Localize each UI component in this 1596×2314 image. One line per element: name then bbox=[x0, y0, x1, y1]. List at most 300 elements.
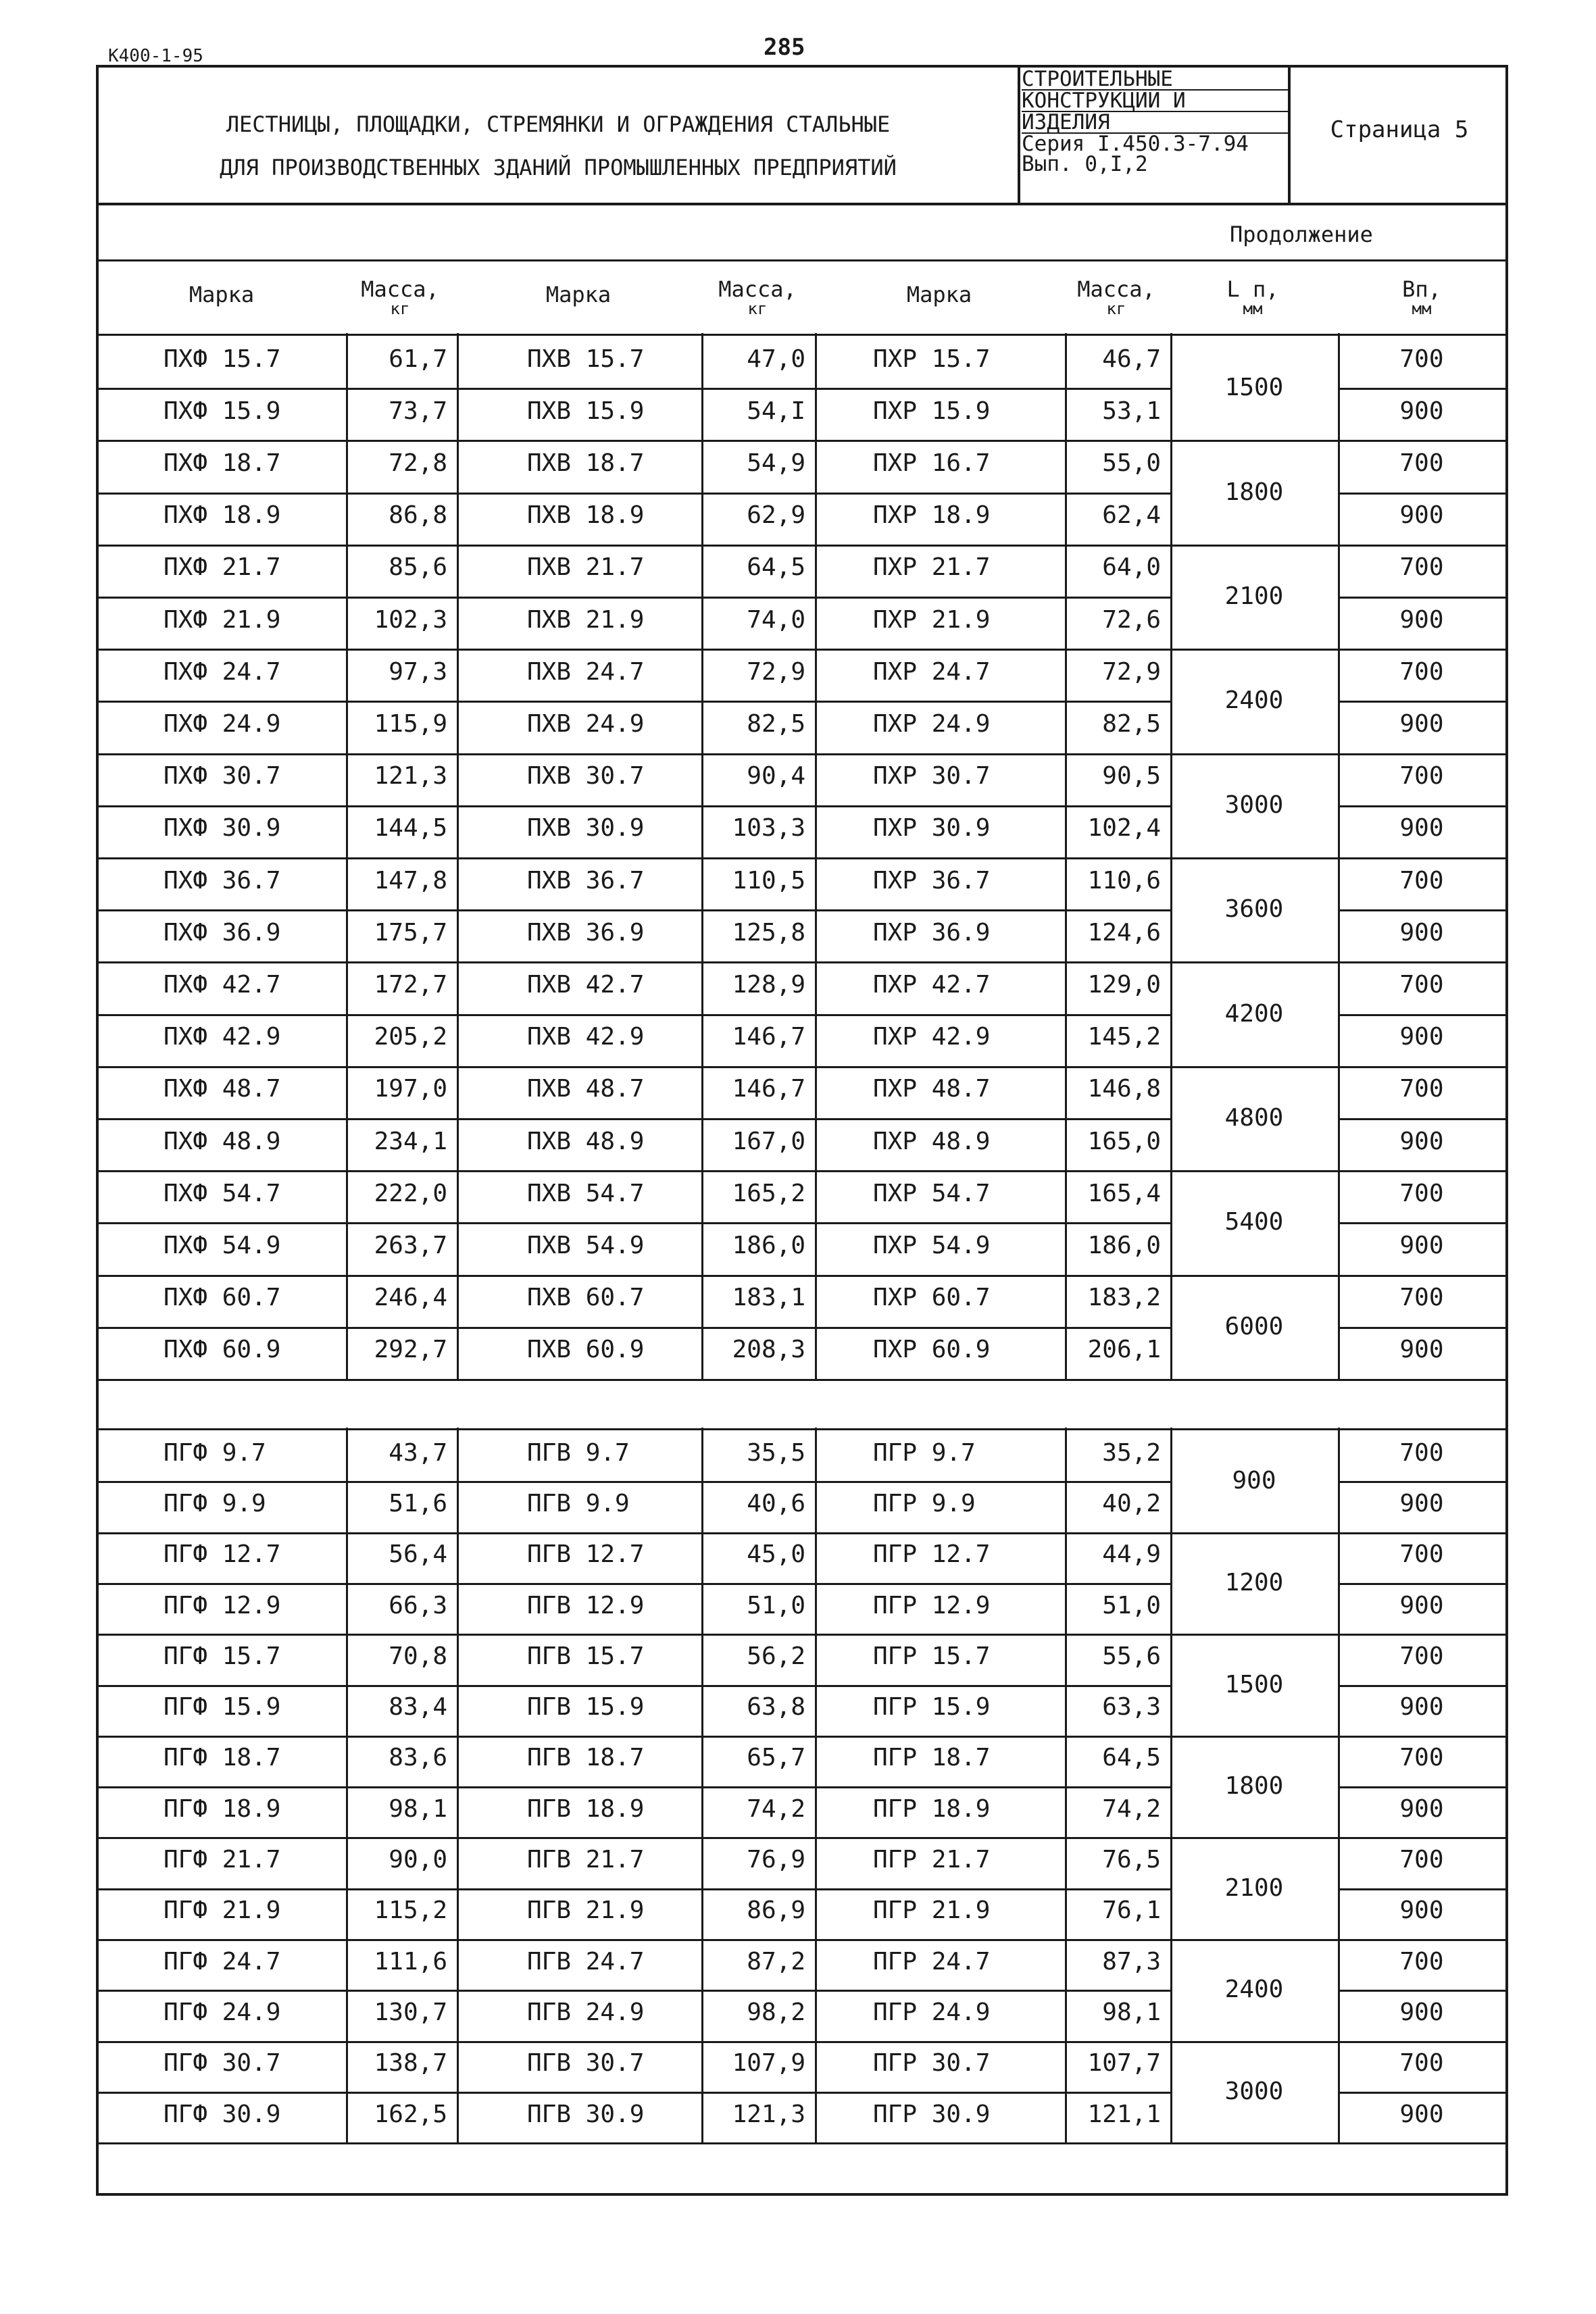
title-divider bbox=[1018, 68, 1020, 203]
mass-cell: 121,1 bbox=[1087, 2100, 1161, 2128]
bp-cell: 700 bbox=[1399, 1179, 1444, 1207]
mark-cell: ПГФ 30.9 bbox=[164, 2100, 281, 2128]
row-divider bbox=[1338, 1327, 1505, 1329]
row-divider bbox=[1338, 1532, 1505, 1534]
mark-cell: ПГФ 12.9 bbox=[164, 1591, 281, 1619]
mass-cell: 146,7 bbox=[732, 1075, 805, 1103]
mass-cell: 165,4 bbox=[1087, 1179, 1161, 1207]
column-divider bbox=[1338, 1428, 1340, 2142]
mark-cell: ПГР 9.7 bbox=[873, 1438, 976, 1467]
page-number: 285 bbox=[764, 34, 805, 61]
lp-cell: 1200 bbox=[1224, 1568, 1284, 1596]
bp-cell: 900 bbox=[1399, 710, 1444, 738]
mark-cell: ПХВ 48.9 bbox=[527, 1127, 645, 1155]
mark-cell: ПГР 24.7 bbox=[873, 1947, 991, 1976]
mark-cell: ПХФ 60.7 bbox=[164, 1284, 281, 1312]
document-code: К400-1-95 bbox=[108, 46, 203, 66]
mark-cell: ПГФ 24.7 bbox=[164, 1947, 281, 1976]
row-divider bbox=[99, 1481, 1170, 1483]
row-divider bbox=[99, 961, 1170, 963]
mass-cell: 292,7 bbox=[374, 1336, 447, 1364]
row-divider bbox=[99, 2142, 1505, 2144]
series-line-2: КОНСТРУКЦИИ И bbox=[1022, 91, 1288, 112]
mark-cell: ПГФ 9.7 bbox=[164, 1438, 266, 1467]
mass-cell: 197,0 bbox=[374, 1075, 447, 1103]
lp-cell: 2400 bbox=[1224, 1976, 1284, 2004]
document-title bbox=[99, 103, 1018, 189]
mass-cell: 111,6 bbox=[374, 1947, 447, 1976]
mass-cell: 72,6 bbox=[1102, 605, 1161, 634]
row-divider bbox=[99, 597, 1170, 599]
row-divider bbox=[1170, 857, 1338, 859]
mass-cell: 98,2 bbox=[747, 1998, 805, 2026]
mark-cell: ПГР 12.9 bbox=[873, 1591, 991, 1619]
mass-cell: 35,2 bbox=[1102, 1438, 1161, 1467]
mark-cell: ПГВ 24.9 bbox=[527, 1998, 645, 2026]
mass-cell: 43,7 bbox=[389, 1438, 447, 1467]
mark-cell: ПХР 54.9 bbox=[873, 1232, 991, 1259]
column-divider bbox=[1065, 1428, 1067, 2142]
mass-cell: 206,1 bbox=[1087, 1336, 1161, 1364]
column-divider bbox=[701, 1428, 703, 2142]
mass-cell: 138,7 bbox=[374, 2049, 447, 2078]
row-divider bbox=[99, 1786, 1170, 1788]
mass-cell: 125,8 bbox=[732, 918, 805, 947]
mass-cell: 90,4 bbox=[747, 762, 805, 790]
mark-cell: ПХВ 54.9 bbox=[527, 1232, 645, 1259]
row-divider bbox=[1338, 753, 1505, 755]
series-number: Серия I.450.3-7.94 bbox=[1022, 132, 1249, 156]
mark-cell: ПХР 30.7 bbox=[873, 762, 991, 790]
mass-cell: 46,7 bbox=[1102, 345, 1161, 373]
mass-cell: 208,3 bbox=[732, 1336, 805, 1364]
mark-cell: ПГР 18.7 bbox=[873, 1744, 991, 1772]
mark-cell: ПГР 30.9 bbox=[873, 2100, 991, 2128]
mass-cell: 146,8 bbox=[1087, 1075, 1161, 1103]
row-divider bbox=[1338, 2092, 1505, 2094]
mark-cell: ПХФ 60.9 bbox=[164, 1336, 281, 1364]
col-header-lp bbox=[1170, 278, 1335, 318]
lp-cell: 2100 bbox=[1224, 582, 1284, 610]
bp-cell: 900 bbox=[1399, 1693, 1444, 1721]
mass-cell: 40,2 bbox=[1102, 1489, 1161, 1517]
row-divider bbox=[1338, 1222, 1505, 1224]
mark-cell: ПХР 21.7 bbox=[873, 553, 991, 582]
mass-cell: 54,I bbox=[747, 397, 805, 425]
lp-cell: 1800 bbox=[1224, 1772, 1284, 1801]
row-divider bbox=[99, 1379, 1505, 1381]
row-divider bbox=[1338, 1685, 1505, 1687]
row-divider bbox=[99, 2041, 1170, 2043]
bp-cell: 900 bbox=[1399, 397, 1444, 425]
row-divider bbox=[1338, 649, 1505, 651]
mass-cell: 90,0 bbox=[389, 1846, 447, 1874]
mark-cell: ПГФ 21.9 bbox=[164, 1896, 281, 1925]
col-header-mark: Марка bbox=[545, 282, 612, 307]
mark-cell: ПХФ 30.9 bbox=[164, 814, 281, 842]
row-divider bbox=[99, 909, 1170, 911]
continuation-label: Продолжение bbox=[1230, 222, 1373, 247]
mass-cell: 246,4 bbox=[374, 1284, 447, 1312]
mark-cell: ПХР 48.7 bbox=[873, 1075, 991, 1103]
row-divider bbox=[1170, 961, 1338, 963]
col-header-mass-label: Масса, bbox=[361, 276, 439, 302]
mass-cell: 63,3 bbox=[1102, 1693, 1161, 1721]
mark-cell: ПГФ 18.9 bbox=[164, 1794, 281, 1823]
mark-cell: ПГВ 12.7 bbox=[527, 1540, 645, 1569]
row-divider bbox=[99, 1428, 1505, 1430]
col-header-mass bbox=[346, 278, 454, 318]
bp-cell: 700 bbox=[1399, 449, 1444, 477]
mass-cell: 73,7 bbox=[389, 397, 447, 425]
mass-cell: 47,0 bbox=[747, 345, 805, 373]
mark-cell: ПХФ 42.7 bbox=[164, 971, 281, 999]
bp-cell: 700 bbox=[1399, 345, 1444, 373]
mark-cell: ПХВ 42.7 bbox=[527, 971, 645, 999]
mass-cell: 45,0 bbox=[747, 1540, 805, 1569]
bp-cell: 900 bbox=[1399, 918, 1444, 947]
row-divider bbox=[99, 493, 1170, 495]
bp-cell: 700 bbox=[1399, 553, 1444, 582]
mark-cell: ПХФ 36.9 bbox=[164, 918, 281, 947]
bp-cell: 700 bbox=[1399, 1744, 1444, 1772]
mark-cell: ПГВ 9.9 bbox=[527, 1489, 630, 1517]
row-divider bbox=[1338, 1939, 1505, 1941]
bp-cell: 700 bbox=[1399, 762, 1444, 790]
lp-cell: 3600 bbox=[1224, 895, 1284, 924]
bp-cell: 900 bbox=[1399, 1489, 1444, 1517]
mark-cell: ПХВ 60.9 bbox=[527, 1336, 645, 1364]
mass-cell: 102,4 bbox=[1087, 814, 1161, 842]
row-divider bbox=[1170, 440, 1338, 442]
mass-cell: 146,7 bbox=[732, 1023, 805, 1051]
mass-cell: 35,5 bbox=[747, 1438, 805, 1467]
mass-cell: 124,6 bbox=[1087, 918, 1161, 947]
row-divider bbox=[99, 805, 1170, 807]
row-divider bbox=[1338, 961, 1505, 963]
mark-cell: ПГВ 12.9 bbox=[527, 1591, 645, 1619]
title-line-1: ЛЕСТНИЦЫ, ПЛОЩАДКИ, СТРЕМЯНКИ И ОГРАЖДЕНИЯ СТАЛЬНЫЕ bbox=[226, 111, 891, 137]
row-divider bbox=[1338, 440, 1505, 442]
row-divider bbox=[99, 649, 1170, 651]
row-divider bbox=[1338, 545, 1505, 547]
series-line-3: ИЗДЕЛИЯ bbox=[1022, 112, 1288, 134]
lp-cell: 3000 bbox=[1224, 2077, 1284, 2105]
row-divider bbox=[1170, 1275, 1338, 1277]
bp-cell: 900 bbox=[1399, 1127, 1444, 1155]
mark-cell: ПГФ 9.9 bbox=[164, 1489, 266, 1517]
row-divider bbox=[99, 1118, 1170, 1120]
mass-cell: 86,9 bbox=[747, 1896, 805, 1925]
title-line-2: ДЛЯ ПРОИЗВОДСТВЕННЫХ ЗДАНИЙ ПРОМЫШЛЕННЫХ ПРЕДПРИЯТИЙ bbox=[220, 155, 897, 180]
column-divider bbox=[346, 1428, 348, 2142]
mass-cell: 85,6 bbox=[389, 553, 447, 582]
row-divider bbox=[99, 2092, 1170, 2094]
column-divider bbox=[815, 1428, 817, 2142]
mark-cell: ПХФ 24.9 bbox=[164, 710, 281, 738]
mass-cell: 145,2 bbox=[1087, 1023, 1161, 1051]
row-divider bbox=[1170, 1066, 1338, 1068]
mass-cell: 87,3 bbox=[1102, 1947, 1161, 1976]
column-divider bbox=[457, 1428, 459, 2142]
row-divider bbox=[1338, 857, 1505, 859]
row-divider bbox=[1338, 493, 1505, 495]
mark-cell: ПГР 30.7 bbox=[873, 2049, 991, 2078]
mark-cell: ПХР 15.9 bbox=[873, 397, 991, 425]
mass-cell: 72,8 bbox=[389, 449, 447, 477]
row-divider bbox=[1170, 545, 1338, 547]
mass-cell: 76,1 bbox=[1102, 1896, 1161, 1925]
col-header-mass bbox=[1065, 278, 1168, 318]
bp-cell: 700 bbox=[1399, 2049, 1444, 2078]
col-header-mass bbox=[701, 278, 814, 318]
mass-cell: 62,9 bbox=[747, 501, 805, 530]
mark-cell: ПХФ 18.9 bbox=[164, 501, 281, 530]
mark-cell: ПГВ 18.9 bbox=[527, 1794, 645, 1823]
mass-cell: 165,0 bbox=[1087, 1127, 1161, 1155]
mass-cell: 186,0 bbox=[1087, 1232, 1161, 1259]
mass-cell: 53,1 bbox=[1102, 397, 1161, 425]
mark-cell: ПХФ 42.9 bbox=[164, 1023, 281, 1051]
mark-cell: ПГВ 15.9 bbox=[527, 1693, 645, 1721]
mass-cell: 44,9 bbox=[1102, 1540, 1161, 1569]
row-divider bbox=[1338, 1583, 1505, 1585]
mass-cell: 130,7 bbox=[374, 1998, 447, 2026]
mark-cell: ПГВ 21.9 bbox=[527, 1896, 645, 1925]
bp-cell: 700 bbox=[1399, 657, 1444, 686]
mass-cell: 121,3 bbox=[732, 2100, 805, 2128]
row-divider bbox=[1338, 1837, 1505, 1839]
mass-cell: 82,5 bbox=[747, 710, 805, 738]
lp-cell: 1800 bbox=[1224, 478, 1284, 506]
lp-cell: 1500 bbox=[1224, 1670, 1284, 1699]
row-divider bbox=[99, 1532, 1170, 1534]
mark-cell: ПГР 18.9 bbox=[873, 1794, 991, 1823]
mark-cell: ПХФ 30.7 bbox=[164, 762, 281, 790]
row-divider bbox=[1170, 1736, 1338, 1738]
mark-cell: ПГВ 18.7 bbox=[527, 1744, 645, 1772]
row-divider bbox=[1338, 1786, 1505, 1788]
row-divider bbox=[1338, 1275, 1505, 1277]
mass-cell: 64,5 bbox=[747, 553, 805, 582]
bp-cell: 900 bbox=[1399, 1336, 1444, 1364]
row-divider bbox=[99, 1327, 1170, 1329]
mark-cell: ПХВ 24.9 bbox=[527, 710, 645, 738]
mark-cell: ПХВ 18.9 bbox=[527, 501, 645, 530]
row-divider bbox=[1338, 1736, 1505, 1738]
mark-cell: ПХР 30.9 bbox=[873, 814, 991, 842]
bp-cell: 900 bbox=[1399, 1023, 1444, 1051]
row-divider bbox=[99, 1583, 1170, 1585]
row-divider bbox=[99, 701, 1170, 703]
mass-cell: 162,5 bbox=[374, 2100, 447, 2128]
bp-cell: 700 bbox=[1399, 1075, 1444, 1103]
row-divider bbox=[1170, 753, 1338, 755]
mark-cell: ПГР 12.7 bbox=[873, 1540, 991, 1569]
mass-cell: 102,3 bbox=[374, 605, 447, 634]
mark-cell: ПХВ 24.7 bbox=[527, 657, 645, 686]
mark-cell: ПХР 18.9 bbox=[873, 501, 991, 530]
mass-cell: 74,2 bbox=[747, 1794, 805, 1823]
mass-cell: 83,4 bbox=[389, 1693, 447, 1721]
mark-cell: ПХФ 21.7 bbox=[164, 553, 281, 582]
mass-cell: 90,5 bbox=[1102, 762, 1161, 790]
row-divider bbox=[99, 388, 1170, 390]
mass-cell: 144,5 bbox=[374, 814, 447, 842]
series-info bbox=[1022, 69, 1288, 174]
mark-cell: ПХВ 21.7 bbox=[527, 553, 645, 582]
mass-cell: 205,2 bbox=[374, 1023, 447, 1051]
lp-cell: 2100 bbox=[1224, 1873, 1284, 1902]
mass-cell: 64,0 bbox=[1102, 553, 1161, 582]
row-divider bbox=[1338, 805, 1505, 807]
mass-cell: 54,9 bbox=[747, 449, 805, 477]
col-header-mark: Марка bbox=[189, 282, 255, 307]
row-divider bbox=[99, 1014, 1170, 1016]
mark-cell: ПХВ 36.7 bbox=[527, 866, 645, 895]
bp-cell: 900 bbox=[1399, 1232, 1444, 1259]
row-divider bbox=[1338, 1170, 1505, 1172]
row-divider bbox=[1338, 2041, 1505, 2043]
mark-cell: ПХР 36.9 bbox=[873, 918, 991, 947]
mark-cell: ПХВ 42.9 bbox=[527, 1023, 645, 1051]
mass-cell: 51,0 bbox=[747, 1591, 805, 1619]
mark-cell: ПГВ 30.7 bbox=[527, 2049, 645, 2078]
mass-cell: 175,7 bbox=[374, 918, 447, 947]
mass-cell: 147,8 bbox=[374, 866, 447, 895]
bp-cell: 700 bbox=[1399, 1642, 1444, 1670]
mass-cell: 74,2 bbox=[1102, 1794, 1161, 1823]
mark-cell: ПХВ 15.9 bbox=[527, 397, 645, 425]
col-header-mass-label: Масса, bbox=[1077, 276, 1155, 302]
bp-cell: 700 bbox=[1399, 866, 1444, 895]
mass-cell: 129,0 bbox=[1087, 971, 1161, 999]
mark-cell: ПГФ 30.7 bbox=[164, 2049, 281, 2078]
bp-cell: 900 bbox=[1399, 1998, 1444, 2026]
mark-cell: ПХФ 24.7 bbox=[164, 657, 281, 686]
bp-cell: 700 bbox=[1399, 971, 1444, 999]
mark-cell: ПГР 15.7 bbox=[873, 1642, 991, 1670]
mark-cell: ПХР 42.9 bbox=[873, 1023, 991, 1051]
mark-cell: ПХР 54.7 bbox=[873, 1179, 991, 1207]
lp-cell: 4800 bbox=[1224, 1104, 1284, 1132]
row-divider bbox=[1170, 1939, 1338, 1941]
lp-cell: 1500 bbox=[1224, 374, 1284, 402]
mass-cell: 167,0 bbox=[732, 1127, 805, 1155]
mass-cell: 110,6 bbox=[1087, 866, 1161, 895]
mass-cell: 72,9 bbox=[747, 657, 805, 686]
mark-cell: ПХВ 21.9 bbox=[527, 605, 645, 634]
mass-cell: 83,6 bbox=[389, 1744, 447, 1772]
mark-cell: ПГР 21.9 bbox=[873, 1896, 991, 1925]
mass-cell: 107,7 bbox=[1087, 2049, 1161, 2078]
mark-cell: ПГФ 24.9 bbox=[164, 1998, 281, 2026]
mark-cell: ПХВ 48.7 bbox=[527, 1075, 645, 1103]
bp-cell: 700 bbox=[1399, 1846, 1444, 1874]
mass-cell: 103,3 bbox=[732, 814, 805, 842]
mark-cell: ПГФ 15.9 bbox=[164, 1693, 281, 1721]
mark-cell: ПГВ 21.7 bbox=[527, 1846, 645, 1874]
col-header-lp-unit: мм bbox=[1243, 299, 1263, 318]
mass-cell: 64,5 bbox=[1102, 1744, 1161, 1772]
row-divider bbox=[99, 1170, 1170, 1172]
bp-cell: 900 bbox=[1399, 814, 1444, 842]
row-divider bbox=[99, 1990, 1170, 1992]
row-divider bbox=[1338, 388, 1505, 390]
mass-cell: 76,9 bbox=[747, 1846, 805, 1874]
mark-cell: ПХФ 54.7 bbox=[164, 1179, 281, 1207]
row-divider bbox=[1170, 1634, 1338, 1636]
row-divider bbox=[99, 1275, 1170, 1277]
mass-cell: 72,9 bbox=[1102, 657, 1161, 686]
bp-cell: 700 bbox=[1399, 1438, 1444, 1467]
mass-cell: 55,6 bbox=[1102, 1642, 1161, 1670]
mass-cell: 62,4 bbox=[1102, 501, 1161, 530]
row-divider bbox=[1170, 1170, 1338, 1172]
row-divider bbox=[99, 857, 1170, 859]
mass-cell: 51,0 bbox=[1102, 1591, 1161, 1619]
mark-cell: ПХР 36.7 bbox=[873, 866, 991, 895]
row-divider bbox=[99, 1888, 1170, 1890]
mark-cell: ПХВ 60.7 bbox=[527, 1284, 645, 1312]
mark-cell: ПХР 42.7 bbox=[873, 971, 991, 999]
series-line-1: СТРОИТЕЛЬНЫЕ bbox=[1022, 69, 1288, 91]
mark-cell: ПХР 24.9 bbox=[873, 710, 991, 738]
mass-cell: 61,7 bbox=[389, 345, 447, 373]
table-divider bbox=[99, 259, 1505, 261]
bp-cell: 900 bbox=[1399, 501, 1444, 530]
col-header-bp-label: Вп, bbox=[1402, 276, 1441, 302]
lp-cell: 6000 bbox=[1224, 1312, 1284, 1340]
mass-cell: 65,7 bbox=[747, 1744, 805, 1772]
mark-cell: ПГР 9.9 bbox=[873, 1489, 976, 1517]
mass-cell: 263,7 bbox=[374, 1232, 447, 1259]
mark-cell: ПХВ 15.7 bbox=[527, 345, 645, 373]
col-header-bp-unit: мм bbox=[1412, 299, 1432, 318]
col-header-mass-unit: кг bbox=[747, 299, 768, 318]
col-header-mass-unit: кг bbox=[1106, 299, 1126, 318]
mass-cell: 55,0 bbox=[1102, 449, 1161, 477]
mark-cell: ПХР 15.7 bbox=[873, 345, 991, 373]
mass-cell: 183,1 bbox=[732, 1284, 805, 1312]
mass-cell: 128,9 bbox=[732, 971, 805, 999]
row-divider bbox=[1338, 597, 1505, 599]
mass-cell: 165,2 bbox=[732, 1179, 805, 1207]
mass-cell: 186,0 bbox=[732, 1232, 805, 1259]
row-divider bbox=[99, 1837, 1170, 1839]
bp-cell: 700 bbox=[1399, 1540, 1444, 1569]
mark-cell: ПГФ 12.7 bbox=[164, 1540, 281, 1569]
bp-cell: 700 bbox=[1399, 1947, 1444, 1976]
bp-cell: 900 bbox=[1399, 1794, 1444, 1823]
mass-cell: 183,2 bbox=[1087, 1284, 1161, 1312]
row-divider bbox=[99, 1939, 1170, 1941]
bp-cell: 900 bbox=[1399, 2100, 1444, 2128]
mark-cell: ПГФ 18.7 bbox=[164, 1744, 281, 1772]
mass-cell: 86,8 bbox=[389, 501, 447, 530]
row-divider bbox=[1170, 1837, 1338, 1839]
mark-cell: ПГР 21.7 bbox=[873, 1846, 991, 1874]
row-divider bbox=[99, 1736, 1170, 1738]
mass-cell: 98,1 bbox=[389, 1794, 447, 1823]
bp-cell: 900 bbox=[1399, 605, 1444, 634]
row-divider bbox=[99, 1634, 1170, 1636]
bp-cell: 900 bbox=[1399, 1896, 1444, 1925]
mass-cell: 107,9 bbox=[732, 2049, 805, 2078]
row-divider bbox=[99, 1222, 1170, 1224]
row-divider bbox=[1338, 909, 1505, 911]
mark-cell: ПХФ 15.9 bbox=[164, 397, 281, 425]
